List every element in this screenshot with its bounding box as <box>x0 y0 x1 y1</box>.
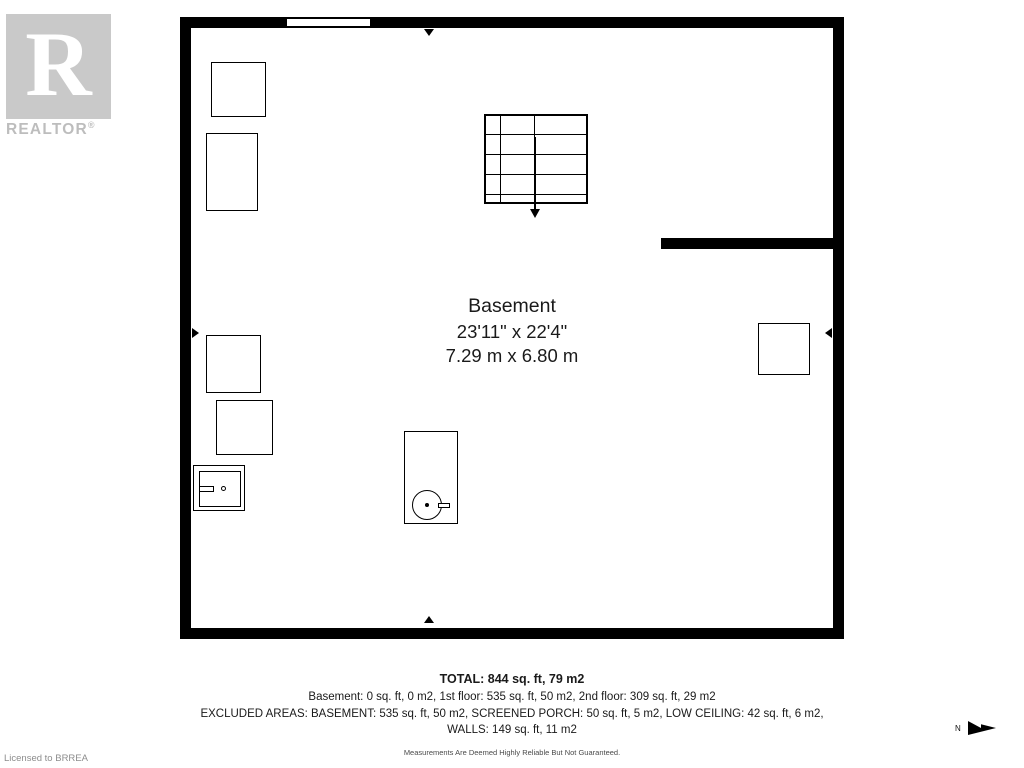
fixture-box <box>206 133 258 211</box>
appliance-handle-icon <box>199 486 214 492</box>
tank-spout-icon <box>438 503 450 508</box>
area-summary <box>0 672 1024 757</box>
appliance-fixture <box>193 465 245 511</box>
room-dimensions-metric: 7.29 m x 6.80 m <box>445 345 579 367</box>
realtor-brand-text <box>6 120 126 139</box>
fixture-box <box>758 323 810 375</box>
compass-label: N <box>955 724 961 733</box>
stair-tread <box>486 154 586 155</box>
stair-tread <box>486 174 586 175</box>
stairs-direction-arrow-icon <box>534 137 536 209</box>
measurement-disclaimer: Measurements Are Deemed Highly Reliable But Not Guaranteed. <box>403 748 621 758</box>
compass-arrow-notch <box>968 721 981 735</box>
dimension-marker-right <box>825 328 832 338</box>
realtor-logo <box>6 13 126 139</box>
stair-tread <box>486 194 586 195</box>
license-text: Licensed to BRREA <box>4 753 88 764</box>
interior-partition-wall <box>661 238 844 249</box>
excluded-areas-line-1: EXCLUDED AREAS: BASEMENT: 535 sq. ft, 50 m2, SCREENED PORCH: 50 sq. ft, 5 m2, LOW CEILING: 42 sq. ft, 6 m2, <box>200 707 824 720</box>
dimension-marker-top <box>424 29 434 36</box>
realtor-logo-icon <box>6 14 111 119</box>
room-label <box>412 294 612 369</box>
compass-icon <box>955 718 999 744</box>
fixture-box <box>211 62 266 117</box>
fixture-box <box>216 400 273 455</box>
dimension-marker-bottom <box>424 616 434 623</box>
registered-mark: ® <box>87 120 96 130</box>
fixture-box <box>206 335 261 393</box>
stair-tread <box>486 134 586 135</box>
area-breakdown: Basement: 0 sq. ft, 0 m2, 1st floor: 535 sq. ft, 50 m2, 2nd floor: 309 sq. ft, 29 m2 <box>308 691 716 703</box>
realtor-logo-letter: R <box>25 13 92 115</box>
floor-plan <box>180 17 844 639</box>
realtor-brand-label: REALTOR <box>6 121 88 139</box>
tank-center-dot-icon <box>425 503 429 507</box>
appliance-knob-icon <box>221 486 226 491</box>
total-area: TOTAL: 844 sq. ft, 79 m2 <box>439 672 585 686</box>
window-opening-icon <box>287 17 370 28</box>
stairs-icon <box>484 114 588 204</box>
stair-stringer <box>500 116 501 202</box>
water-heater-fixture <box>404 431 458 524</box>
room-dimensions-imperial: 23'11" x 22'4" <box>456 320 568 342</box>
dimension-marker-left <box>192 328 199 338</box>
room-name: Basement <box>468 295 556 317</box>
excluded-areas-line-2: WALLS: 149 sq. ft, 11 m2 <box>447 724 577 737</box>
